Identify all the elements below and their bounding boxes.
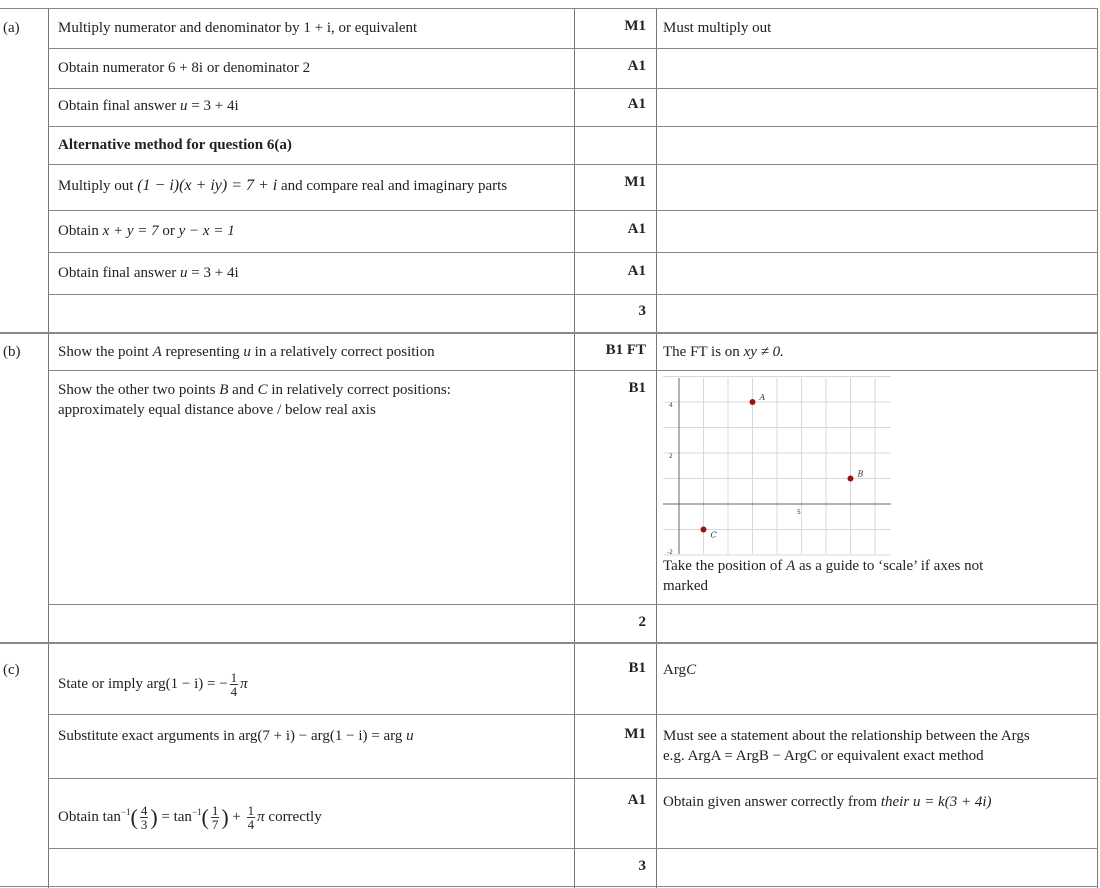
text-fragment: or (158, 223, 179, 239)
denominator: 4 (230, 684, 238, 700)
superscript: −1 (191, 807, 202, 817)
point-label: C (710, 530, 717, 540)
text-fragment: State or imply arg(1 − i) = − (58, 676, 228, 692)
math-expression: xy ≠ 0. (743, 344, 784, 360)
col-divider-left (48, 8, 49, 888)
row-border (48, 252, 1098, 253)
total-marks: 2 (638, 614, 646, 630)
row-border (48, 126, 1098, 127)
row-border (48, 294, 1098, 295)
point-name: B (219, 382, 229, 398)
text-fragment: Multiply out (58, 178, 138, 194)
math-expression: x + y = 7 (102, 223, 159, 239)
mark-code: A1 (627, 96, 646, 112)
col-divider-mark (574, 8, 575, 888)
row-border (48, 714, 1098, 715)
point-a (750, 399, 756, 405)
mark-code: A1 (627, 263, 646, 279)
point-name: A (152, 344, 162, 360)
numerator: 1 (230, 670, 238, 686)
row-border (48, 210, 1098, 211)
fraction (140, 804, 149, 831)
graph-grid (663, 377, 891, 556)
tick-label: 5 (797, 509, 801, 516)
guidance-text (663, 342, 784, 362)
text-fragment: in relatively correct positions: (267, 382, 451, 398)
text-fragment: = 3 + 4i (187, 265, 239, 281)
part-label-c: (c) (3, 662, 20, 678)
denominator: 7 (211, 817, 219, 833)
variable: u (406, 728, 414, 744)
part-label-a: (a) (3, 20, 20, 36)
point-b (848, 476, 854, 482)
guidance-text (663, 660, 696, 680)
total-marks: 3 (638, 303, 646, 319)
answer-text (58, 96, 239, 116)
fraction (230, 671, 239, 698)
text-fragment: Show the point (58, 344, 153, 360)
mark-code: B1 (628, 380, 646, 396)
text-fragment: Obtain given answer correctly from (663, 794, 881, 810)
point-name: C (686, 662, 697, 678)
mark-code: M1 (624, 174, 646, 190)
text-fragment: Show the other two points (58, 382, 220, 398)
answer-text: approximately equal distance above / below real axis (58, 402, 376, 418)
math-expression: (1 − i)(x + iy) = 7 + i (137, 177, 278, 194)
pi-symbol: π (240, 676, 248, 692)
point-label: B (857, 469, 864, 479)
tick-label: 4 (669, 402, 673, 409)
tick-label: -2 (667, 549, 673, 556)
paren: ) (221, 804, 229, 830)
text-fragment: Obtain (58, 223, 103, 239)
variable: u (180, 98, 188, 114)
variable: u (180, 265, 188, 281)
answer-text (58, 342, 435, 362)
text-fragment: The FT is on (663, 344, 744, 360)
denominator: 3 (140, 817, 148, 833)
fraction (211, 804, 220, 831)
row-border (48, 848, 1098, 849)
answer-text (58, 380, 451, 400)
point-name: A (786, 558, 796, 574)
section-border (0, 642, 1098, 644)
part-label-b: (b) (3, 344, 21, 360)
text-fragment: as a guide to ‘scale’ if axes not (795, 558, 984, 574)
mark-code: A1 (627, 221, 646, 237)
row-border (48, 778, 1098, 779)
text-fragment: and (228, 382, 258, 398)
answer-text (58, 726, 414, 746)
answer-text: Obtain numerator 6 + 8i or denominator 2 (58, 60, 311, 76)
text-fragment: in a relatively correct position (250, 344, 435, 360)
guidance-text: Must multiply out (663, 20, 772, 36)
paren: ( (201, 804, 209, 830)
row-border (48, 370, 1098, 371)
answer-text (58, 794, 322, 835)
paren: ( (130, 804, 138, 830)
row-border (48, 604, 1098, 605)
text-fragment: and compare real and imaginary parts (277, 178, 508, 194)
text-fragment: Obtain final answer (58, 265, 181, 281)
answer-text (58, 666, 248, 702)
numerator: 1 (247, 803, 255, 819)
answer-text (58, 176, 507, 196)
text-fragment: Arg (663, 662, 687, 678)
col-divider-guidance (656, 8, 657, 888)
text-fragment: representing (161, 344, 244, 360)
argand-diagram (663, 376, 893, 556)
guidance-text (663, 556, 983, 576)
tick-label: 2 (669, 453, 673, 460)
section-border (0, 332, 1098, 334)
mark-code: M1 (624, 18, 646, 34)
text-fragment: correctly (264, 809, 322, 825)
guidance-text: Must see a statement about the relationship between the Args (663, 728, 1030, 744)
pi-symbol: π (257, 809, 265, 825)
variable: u (243, 344, 251, 360)
table-bottom (0, 886, 1098, 887)
alternative-method-heading: Alternative method for question 6(a) (58, 137, 292, 153)
mark-code: M1 (624, 726, 646, 742)
point-name: C (257, 382, 268, 398)
text-fragment: Take the position of (663, 558, 787, 574)
graph-points (701, 393, 864, 540)
text-fragment: + (228, 809, 245, 825)
text-fragment: = tan (157, 809, 192, 825)
row-border (48, 88, 1098, 89)
text-fragment: Obtain final answer (58, 98, 181, 114)
row-border (48, 164, 1098, 165)
answer-text (58, 221, 235, 241)
guidance-text: e.g. ArgA = ArgB − ArgC or equivalent exact method (663, 748, 984, 764)
text-fragment: Substitute exact arguments in arg(7 + i) − arg(1 − i) = arg (58, 728, 407, 744)
paren: ) (150, 804, 158, 830)
guidance-text: marked (663, 578, 708, 594)
mark-code: B1 (628, 660, 646, 676)
denominator: 4 (247, 817, 255, 833)
emphasis: their (880, 794, 910, 810)
numerator: 4 (140, 803, 148, 819)
mark-code: A1 (627, 792, 646, 808)
mark-code: B1 FT (605, 342, 646, 358)
guidance-text (663, 792, 992, 812)
point-label: A (759, 393, 766, 402)
total-marks: 3 (638, 858, 646, 874)
superscript: −1 (120, 807, 131, 817)
col-divider-right (1097, 8, 1098, 888)
fraction (247, 804, 256, 831)
answer-text (58, 263, 239, 283)
text-fragment: = 3 + 4i (187, 98, 239, 114)
mark-code: A1 (627, 58, 646, 74)
row-border (0, 8, 1098, 9)
math-expression: u = k(3 + 4i) (909, 794, 992, 810)
numerator: 1 (211, 803, 219, 819)
text-fragment: Obtain tan (58, 809, 121, 825)
row-border (48, 48, 1098, 49)
answer-text: Multiply numerator and denominator by 1 + i, or equivalent (58, 20, 418, 36)
math-expression: y − x = 1 (178, 223, 235, 239)
point-c (701, 527, 707, 533)
